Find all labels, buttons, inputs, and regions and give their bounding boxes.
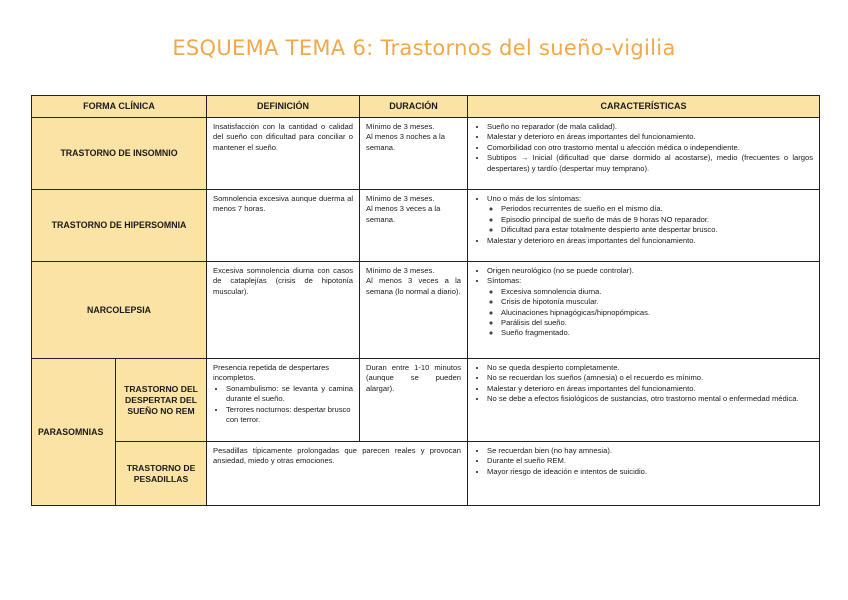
characteristics-narcolepsia — [468, 262, 820, 359]
form-narcolepsia: NARCOLEPSIA — [32, 262, 207, 359]
list-item: • Durante el sueño REM. — [487, 456, 813, 466]
header-forma: FORMA CLÍNICA — [32, 96, 207, 118]
duration-hipersomnia — [360, 190, 468, 262]
header-definicion: DEFINICIÓN — [207, 96, 360, 118]
characteristics-trastorno-despertar — [468, 359, 820, 442]
form-trastorno-pesadillas: TRASTORNO DE PESADILLAS — [116, 442, 207, 506]
sub-list-item: ◦ Excesiva somnolencia diurna. — [501, 287, 813, 297]
list-item: • Sonambulismo: se levanta y camina durante el sueño. — [226, 384, 353, 405]
list-item: • Comorbilidad con otro trastorno mental u afección médica o independiente. — [487, 143, 813, 153]
sub-list-item: ◦ Dificultad para estar totalmente despierto ante despertar brusco. — [501, 225, 813, 235]
sub-list-item: ◦ Episodio principal de sueño de más de 9 horas NO reparador. — [501, 215, 813, 225]
row-narcolepsia — [32, 262, 820, 359]
duration-hipersomnia-2: Al menos 3 veces a la semana. — [366, 204, 441, 224]
duration-narcolepsia-1: Mínimo de 3 meses. — [366, 266, 435, 275]
duration-insomnio-2: Al menos 3 noches a la semana. — [366, 132, 445, 152]
definition-trastorno-pesadillas: Pesadillas típicamente prolongadas que parecen reales y provocan ansiedad, miedo y otras emociones. — [207, 442, 468, 506]
list-item: • Malestar y deterioro en áreas importantes del funcionamiento. — [487, 384, 813, 394]
list-item — [487, 194, 813, 236]
row-parasomnia-rem — [32, 359, 820, 442]
form-insomnio: TRASTORNO DE INSOMNIO — [32, 118, 207, 190]
scheme-table — [31, 95, 820, 506]
sub-list-item: ◦ Alucinaciones hipnagógicas/hipnopómpicas. — [501, 308, 813, 318]
sub-list-item: ◦ Periodos recurrentes de sueño en el mismo día. — [501, 204, 813, 214]
list-item: • Malestar y deterioro en áreas importantes del funcionamiento. — [487, 132, 813, 142]
header-duracion: DURACIÓN — [360, 96, 468, 118]
header-row — [32, 96, 820, 118]
list-item: • No se recuerdan los sueños (amnesia) o el recuerdo es mínimo. — [487, 373, 813, 383]
definition-narcolepsia: Excesiva somnolencia diurna con casos de cataplejías (crisis de hipotonía muscular). — [207, 262, 360, 359]
list-item: • Subtipos → Inicial (dificultad que darse dormido al acostarse), medio (frecuentes o largos despertares) y tardío (despertar muy temprano). — [487, 153, 813, 174]
row-parasomnia-pesadillas — [32, 442, 820, 506]
list-item: • No se debe a efectos fisiológicos de sustancias, otro trastorno mental o enfermedad médica. — [487, 394, 813, 404]
sub-list-item: ◦ Crisis de hipotonía muscular. — [501, 297, 813, 307]
duration-insomnio-1: Mínimo de 3 meses. — [366, 122, 435, 131]
characteristics-hipersomnia — [468, 190, 820, 262]
duration-trastorno-despertar: Duran entre 1-10 minutos (aunque se pueden alargar). — [360, 359, 468, 442]
form-hipersomnia: TRASTORNO DE HIPERSOMNIA — [32, 190, 207, 262]
duration-narcolepsia — [360, 262, 468, 359]
duration-hipersomnia-1: Mínimo de 3 meses. — [366, 194, 435, 203]
list-item: • No se queda despierto completamente. — [487, 363, 813, 373]
list-item — [487, 276, 813, 338]
sub-list-item: ◦ Parálisis del sueño. — [501, 318, 813, 328]
duration-narcolepsia-2: Al menos 3 veces a la semana (lo normal a diario). — [366, 276, 462, 296]
list-item-text: Uno o más de los síntomas: — [487, 194, 582, 203]
list-item: • Mayor riesgo de ideación e intentos de suicidio. — [487, 467, 813, 477]
list-item-text: Síntomas: — [487, 276, 522, 286]
list-item: • Origen neurológico (no se puede controlar). — [487, 266, 813, 276]
row-insomnio — [32, 118, 820, 190]
list-item: • Sueño no reparador (de mala calidad). — [487, 122, 813, 132]
list-item: • Se recuerdan bien (no hay amnesia). — [487, 446, 813, 456]
parasomnias-label: PARASOMNIAS — [38, 426, 104, 437]
page-title: ESQUEMA TEMA 6: Trastornos del sueño-vigilia — [172, 36, 676, 60]
sub-list-item: ◦ Sueño fragmentado. — [501, 328, 813, 338]
row-hipersomnia — [32, 190, 820, 262]
list-item: • Malestar y deterioro en áreas importantes del funcionamiento. — [487, 236, 813, 246]
header-caracteristicas: CARACTERÍSTICAS — [468, 96, 820, 118]
form-parasomnias — [32, 359, 116, 506]
definition-insomnio: Insatisfacción con la cantidad o calidad del sueño con dificultad para conciliar o mantener el sueño. — [207, 118, 360, 190]
definition-trastorno-despertar — [207, 359, 360, 442]
definition-intro: Presencia repetida de despertares incompletos. — [213, 363, 330, 383]
definition-hipersomnia: Somnolencia excesiva aunque duerma al menos 7 horas. — [207, 190, 360, 262]
list-item: • Terrores nocturnos: despertar brusco con terror. — [226, 405, 353, 426]
form-trastorno-despertar: TRASTORNO DEL DESPERTAR DEL SUEÑO NO REM — [116, 359, 207, 442]
duration-insomnio — [360, 118, 468, 190]
characteristics-insomnio — [468, 118, 820, 190]
characteristics-trastorno-pesadillas — [468, 442, 820, 506]
